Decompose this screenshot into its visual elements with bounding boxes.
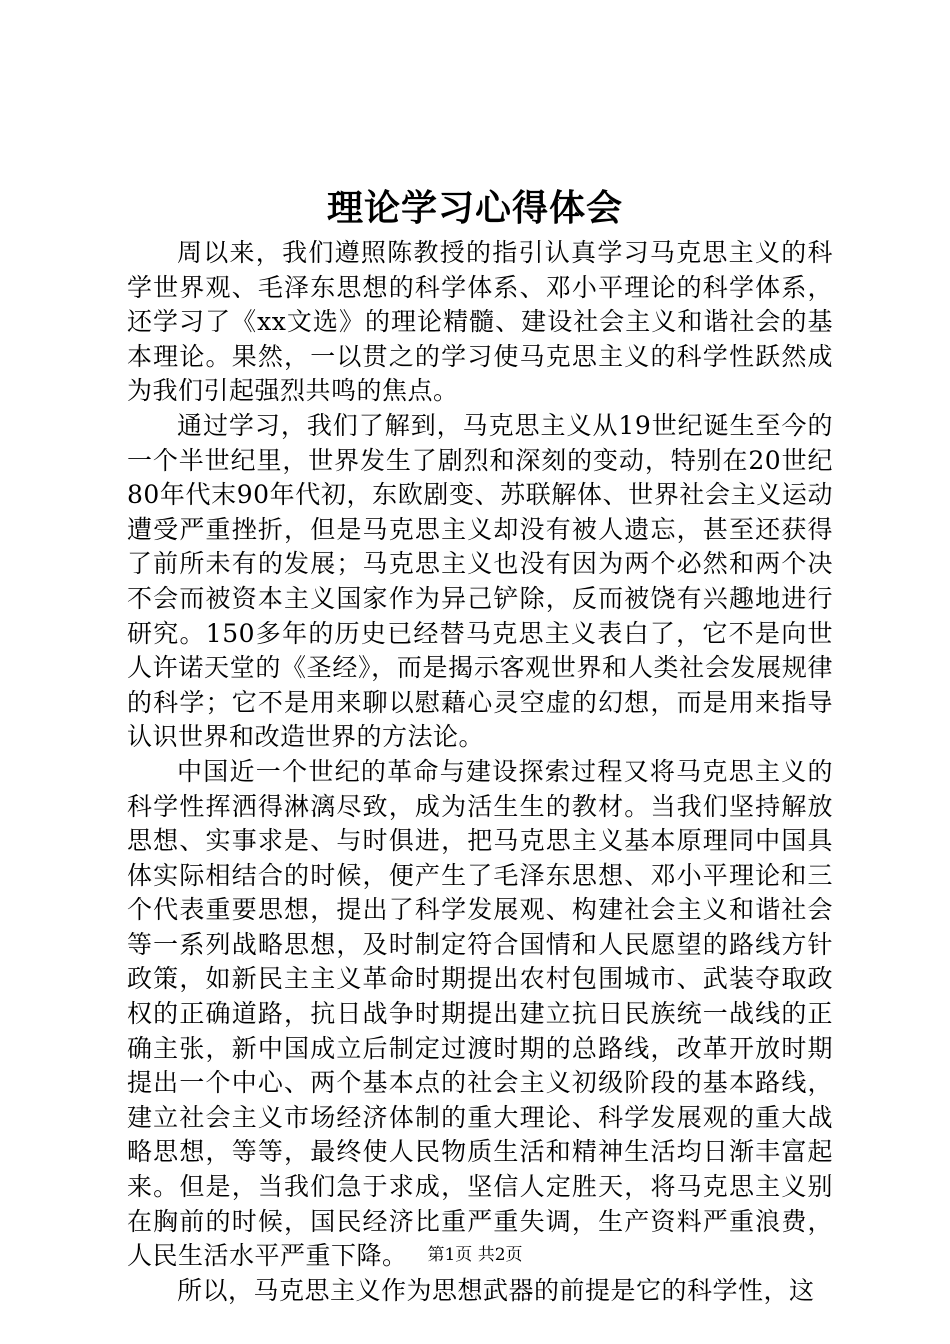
page-title: 理论学习心得体会 — [326, 187, 623, 229]
paragraph-1: 周以来，我们遵照陈教授的指引认真学习马克思主义的科学世界观、毛泽东思想的科学体系、邓小平理论的科学体系，还学习了《xx文选》的理论精髓、建设社会主义和谐社会的基本理论。果然，一以贯之的学习使马克思主义的科学性跃然成为我们引起强烈共鸣的焦点。 — [127, 238, 833, 406]
page-footer: 第1页 共2页 — [427, 1245, 523, 1265]
paragraph-3: 中国近一个世纪的革命与建设探索过程又将马克思主义的科学性挥洒得淋漓尽致，成为活生生的教材。当我们坚持解放思想、实事求是、与时俱进，把马克思主义基本原理同中国具体实际相结合的时候，便产生了毛泽东思想、邓小平理论和三个代表重要思想，提出了科学发展观、构建社会主义和谐社会等一系列战略思想，及时制定符合国情和人民愿望的路线方针政策，如新民主主义革命时期提出农村包围城市、武装夺取政权的正确道路，抗日战争时期提出建立抗日民族统一战线的正确主张，新中国成立后制定过渡时期的总路线，改革开放时期提出一个中心、两个基本点的社会主义初级阶段的基本路线，建立社会主义市场经济体制的重大理论、科学发展观的重大战略思想，等等，最终使人民物质生活和精神生活均日渐丰富起来。但是，当我们急于求成，坚信人定胜天，将马克思主义别在胸前的时候，国民经济比重严重失调，生产资料严重浪费，人民生活水平严重下降。 — [127, 756, 833, 1271]
paragraph-4: 所以，马克思主义作为思想武器的前提是它的科学性，这 — [177, 1275, 815, 1305]
document-body — [127, 236, 833, 1308]
paragraph-2: 通过学习，我们了解到，马克思主义从19世纪诞生至今的一个半世纪里，世界发生了剧烈和深刻的变动，特别在20世纪80年代末90年代初，东欧剧变、苏联解体、世界社会主义运动遭受严重挫折，但是马克思主义却没有被人遗忘，甚至还获得了前所未有的发展；马克思主义也没有因为两个必然和两个决不会而被资本主义国家作为异己铲除，反而被饶有兴趣地进行研究。150多年的历史已经替马克思主义表白了，它不是向世人许诺天堂的《圣经》，而是揭示客观世界和人类社会发展规律的科学；它不是用来聊以慰藉心灵空虚的幻想，而是用来指导认识世界和改造世界的方法论。 — [127, 410, 833, 752]
